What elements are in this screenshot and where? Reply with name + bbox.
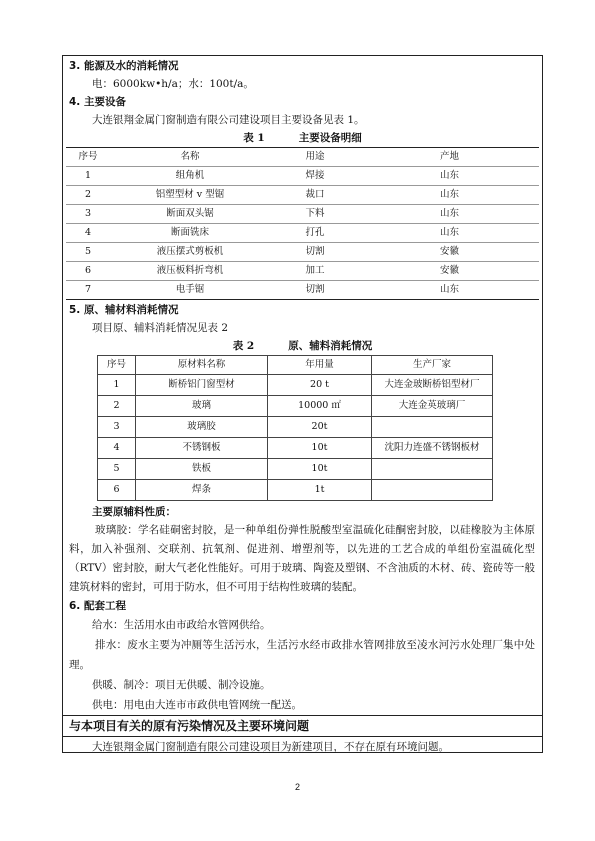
table-row <box>66 186 539 205</box>
table-cell: 断桥铝门窗型材 <box>136 375 268 396</box>
table-cell: 10000 ㎡ <box>268 396 372 417</box>
table-row <box>66 167 539 186</box>
section-5-heading: 5. 原、辅材料消耗情况 <box>69 304 179 316</box>
table-row <box>66 243 539 262</box>
frame-inner <box>66 56 539 752</box>
table-cell: 山东 <box>360 186 539 205</box>
pollution-heading: 与本项目有关的原有污染情况及主要环境问题 <box>69 719 310 733</box>
table-cell: 6 <box>66 262 110 281</box>
table-cell: 焊接 <box>270 167 360 186</box>
table-cell: 6 <box>98 480 136 501</box>
table1-caption <box>66 129 539 147</box>
table-cell: 1 <box>98 375 136 396</box>
table-cell: 5 <box>98 459 136 480</box>
heating-cooling-line: 供暖、制冷：项目无供暖、制冷设施。 <box>92 679 271 691</box>
table-cell: 液压板料折弯机 <box>110 262 270 281</box>
table-cell: 安徽 <box>360 262 539 281</box>
table-cell: 2 <box>98 396 136 417</box>
table-row <box>98 375 493 396</box>
table-header-cell: 原材料名称 <box>136 356 268 375</box>
table-header-cell: 名称 <box>110 148 270 167</box>
table-cell: 20 t <box>268 375 372 396</box>
table-cell: 3 <box>66 205 110 224</box>
water-supply-line: 给水：生活用水由市政给水管网供给。 <box>92 619 271 631</box>
table-row <box>66 262 539 281</box>
materials-intro: 项目原、辅料消耗情况见表 2 <box>92 322 229 334</box>
page-number: 2 <box>294 782 300 792</box>
table-cell: 加工 <box>270 262 360 281</box>
table-cell: 1 <box>66 167 110 186</box>
section-3-heading: 3. 能源及水的消耗情况 <box>69 60 179 72</box>
table-cell: 7 <box>66 281 110 300</box>
table-header-row <box>98 356 493 375</box>
table-cell: 断面铣床 <box>110 224 270 243</box>
table-cell: 4 <box>98 438 136 459</box>
table-cell: 20t <box>268 417 372 438</box>
table-cell: 山东 <box>360 205 539 224</box>
drainage-line: 排水：废水主要为冲厕等生活污水，生活污水经市政排水管网排放至凌水河污水处理厂集中处理。 <box>69 639 535 671</box>
table-cell: 1t <box>268 480 372 501</box>
table-cell: 不锈钢板 <box>136 438 268 459</box>
section-6-heading: 6. 配套工程 <box>69 600 126 612</box>
pollution-text: 大连银翔金属门窗制造有限公司建设项目为新建项目，不存在原有环境问题。 <box>92 741 449 753</box>
table-cell: 4 <box>66 224 110 243</box>
equipment-table <box>66 147 539 300</box>
materials-properties-heading: 主要原辅料性质： <box>92 506 176 518</box>
table-cell: 电手锯 <box>110 281 270 300</box>
table-cell <box>372 480 493 501</box>
power-supply-line: 供电：用电由大连市市政供电管网统一配送。 <box>92 699 302 711</box>
table-cell <box>372 459 493 480</box>
table-cell: 5 <box>66 243 110 262</box>
table-cell: 组角机 <box>110 167 270 186</box>
table-row <box>66 205 539 224</box>
table-cell <box>372 417 493 438</box>
table-cell: 打孔 <box>270 224 360 243</box>
table-cell: 裁口 <box>270 186 360 205</box>
table-cell: 焊条 <box>136 480 268 501</box>
table-cell: 切割 <box>270 243 360 262</box>
table-cell: 玻璃胶 <box>136 417 268 438</box>
equipment-intro: 大连银翔金属门窗制造有限公司建设项目主要设备见表 1。 <box>92 114 365 126</box>
table2-caption-no: 表 2 <box>232 340 255 352</box>
table-cell: 玻璃 <box>136 396 268 417</box>
table-header-cell: 产地 <box>360 148 539 167</box>
table-row <box>66 281 539 300</box>
content-frame <box>62 55 543 753</box>
table-row <box>66 224 539 243</box>
table-cell: 切割 <box>270 281 360 300</box>
table-cell: 安徽 <box>360 243 539 262</box>
table-cell: 3 <box>98 417 136 438</box>
table1-caption-title: 主要设备明细 <box>298 132 362 144</box>
table-row <box>98 459 493 480</box>
table-cell: 10t <box>268 459 372 480</box>
table2-caption-title: 原、辅料消耗情况 <box>288 340 373 352</box>
materials-table <box>97 355 493 501</box>
table-header-cell: 序号 <box>98 356 136 375</box>
table-cell: 断面双头锯 <box>110 205 270 224</box>
table-row <box>98 438 493 459</box>
table1-caption-no: 表 1 <box>243 132 265 144</box>
table-cell: 下料 <box>270 205 360 224</box>
table-cell: 大连金玻断桥铝型材厂 <box>372 375 493 396</box>
table-cell: 大连金英玻璃厂 <box>372 396 493 417</box>
table-cell: 山东 <box>360 167 539 186</box>
table-header-cell: 生产厂家 <box>372 356 493 375</box>
table2-caption <box>66 337 539 355</box>
table-cell: 沈阳力连盛不锈钢板材 <box>372 438 493 459</box>
table-cell: 液压摆式剪板机 <box>110 243 270 262</box>
table-cell: 山东 <box>360 281 539 300</box>
sealant-description: 玻璃胶：学名硅硐密封胶，是一种单组份弹性脱酸型室温硫化硅酮密封胶，以硅橡胶为主体原料，加入补强剂、交联剂、抗氧剂、促进剂、增塑剂等，以先进的工艺合成的单组份室温硫化型（RTV）密封胶，耐大气老化性能好。可用于玻璃、陶瓷及塑钢、不含油质的木材、砖、瓷砖等一般建筑材料的密封，可用于防水，但不可用于结构性玻璃的装配。 <box>69 524 535 593</box>
table-cell: 10t <box>268 438 372 459</box>
table-header-cell: 序号 <box>66 148 110 167</box>
table-cell: 铝塑型材 v 型锯 <box>110 186 270 205</box>
table-cell: 铁板 <box>136 459 268 480</box>
section-4-heading: 4. 主要设备 <box>69 96 126 108</box>
table-header-cell: 年用量 <box>268 356 372 375</box>
table-cell: 山东 <box>360 224 539 243</box>
table-header-row <box>66 148 539 167</box>
energy-consumption-line: 电：6000kw•h/a；水：100t/a。 <box>92 78 254 90</box>
table-row <box>98 480 493 501</box>
table-row <box>98 396 493 417</box>
table-header-cell: 用途 <box>270 148 360 167</box>
table-cell: 2 <box>66 186 110 205</box>
table-row <box>98 417 493 438</box>
